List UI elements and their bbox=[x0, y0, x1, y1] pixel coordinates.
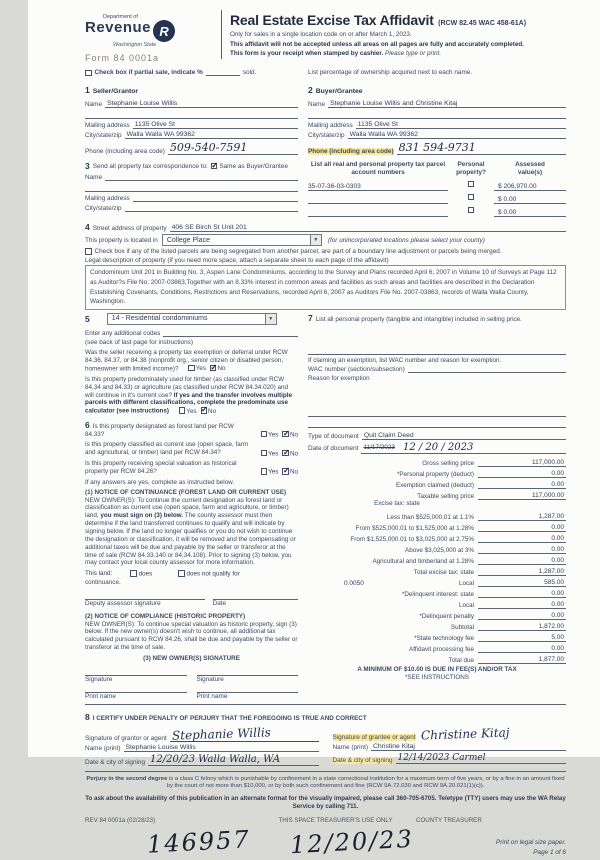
owner-print-name-label: Print name bbox=[85, 692, 116, 700]
notice-compliance-body: NEW OWNER(S): To continue special valuation as historic property, sign (3) below. If the new owner(s) doesn't wish to continue, all additional tax calculated pursuant to RCW 84.26, shall be due and payable by the seller or transferor at the time of sale. bbox=[85, 620, 298, 652]
see-instructions-note: *SEE INSTRUCTIONS bbox=[404, 674, 470, 682]
grantor-signature-block bbox=[85, 727, 319, 768]
print-note: Print on legal size paper. Page 1 of 6 bbox=[436, 828, 566, 857]
seller-phone-label: Phone (including area code) bbox=[85, 148, 165, 155]
parcel-value-field[interactable]: $ 0.00 bbox=[494, 209, 566, 217]
tax-row: Agricultural and timberland at 1.28% 0.00 bbox=[372, 557, 564, 566]
section-7-number: 7 bbox=[308, 312, 313, 323]
tax-row: From $525,000.01 to $1,525,000 at 1.28% 0.00 bbox=[355, 524, 564, 533]
located-note: (for unincorporated locations please select your county) bbox=[327, 236, 485, 244]
parcel-table bbox=[308, 161, 566, 217]
corr-name-label: Name bbox=[85, 174, 103, 181]
grantee-signature-field[interactable] bbox=[419, 727, 566, 741]
parcel-col3-header: Assessed value(s) bbox=[515, 161, 545, 176]
treasurer-stamp-number: 146957 bbox=[146, 825, 252, 859]
county-dropdown[interactable] bbox=[162, 234, 322, 246]
seller-name-field[interactable]: Stephanie Louise Willis bbox=[105, 100, 298, 108]
deputy-date-label: Date bbox=[212, 599, 227, 607]
q-yes-checkbox[interactable] bbox=[261, 431, 268, 438]
tax-value[interactable]: 0.00 bbox=[478, 481, 566, 489]
header-note-1: Only for sales in a single location code on or after March 1, 2023. bbox=[230, 31, 412, 38]
perjury-statement: Perjury in the second degree is a class C felony which is punishable by confinement in a state correctional institution for a maximum term of five years, or by a fine in an amount fixed by the court of not more than $10,000, or by both such confinement and fine (RCW 9A.72.030 and RCW 9A.20.021(1)(c)). bbox=[86, 775, 565, 790]
sold-label: sold. bbox=[242, 69, 257, 76]
q-no-checkbox[interactable] bbox=[210, 365, 217, 372]
tax-value[interactable]: 5.00 bbox=[478, 634, 566, 642]
same-as-buyer-label: Same as Buyer/Grantee bbox=[219, 162, 288, 170]
partial-sale-label: Check box if partial sale, indicate % bbox=[94, 69, 203, 76]
buyer-name-field[interactable]: Stephanie Louise Willis and Christine Kitaj bbox=[328, 100, 566, 108]
parcel-value-field[interactable]: $ 0.00 bbox=[494, 196, 566, 204]
section-1-seller bbox=[85, 80, 298, 157]
exemption-note: If claiming an exemption, list WAC number and reason for exemption. bbox=[308, 356, 502, 364]
grantor-sig-label: Signature of grantor or agent bbox=[85, 734, 167, 742]
grantee-print-label: Name (print) bbox=[332, 743, 369, 751]
parcel-col1-header: List all real and personal property tax parcel account numbers bbox=[310, 161, 446, 176]
local-tax-row bbox=[308, 576, 566, 587]
tax-row: Less than $525,000.01 at 1.1% 1,287.00 bbox=[386, 513, 564, 522]
owner-print-name-label: Print name bbox=[196, 692, 228, 700]
tax-value[interactable]: 117,000.00 bbox=[478, 459, 566, 467]
dor-logo bbox=[85, 10, 217, 63]
partial-sale-checkbox[interactable] bbox=[85, 70, 92, 77]
continuance-label: continuance. bbox=[85, 578, 121, 586]
tax-row: Affidavit processing fee 0.00 bbox=[409, 645, 564, 654]
wac-number-label: WAC number (section/subsection) bbox=[308, 365, 405, 373]
tax-row: *Delinquent interest: state 0.00 bbox=[401, 590, 564, 599]
q-yes-checkbox[interactable] bbox=[261, 468, 268, 475]
treasurer-stamp-date: 12/20/23 bbox=[289, 825, 415, 860]
tax-value[interactable]: 0.00 bbox=[478, 645, 566, 653]
parcel-personal-checkbox[interactable] bbox=[468, 181, 475, 188]
corr-mailing-field[interactable] bbox=[133, 194, 298, 202]
seller-heading: Seller/Grantor bbox=[92, 88, 139, 95]
tax-value[interactable]: 0.00 bbox=[478, 535, 566, 543]
located-in-label: This property is located in bbox=[85, 236, 158, 244]
handwritten-date: 12 / 20 / 2023 bbox=[402, 442, 474, 454]
grantor-signature-field[interactable] bbox=[170, 727, 319, 742]
grantee-print-field[interactable]: Christine Kitaj bbox=[371, 743, 566, 751]
legal-description-box[interactable]: Condominium Unit 201 in Building No. 3, Aspen Lane Condominiums, according to the Survey and Plans recorded April 6, 2007 in Volume 10 of Surveys at Page 112 as Auditor?s File No. 2007-03863,Together with an 8.33% interest in common areas and facilities as such areas and facilities are described in the Declaration Establishing Covenants, Conditions, Restrictions and Reservations, recorded April 6, 2007 as Auditors File No. 2007-03863, records of Walla Walla County, Washington. bbox=[85, 265, 566, 309]
tax-row: Taxable selling price 117,000.00 bbox=[417, 492, 564, 501]
page-title: Real Estate Excise Tax Affidavit bbox=[230, 12, 434, 28]
deputy-signature-field[interactable] bbox=[85, 592, 205, 600]
parcel-personal-checkbox[interactable] bbox=[468, 194, 475, 201]
section-8-certification bbox=[85, 704, 566, 768]
section-3-number: 3 bbox=[85, 161, 90, 171]
agency-state-label: Washington State bbox=[113, 42, 157, 48]
section-2-number: 2 bbox=[308, 85, 313, 95]
owner-signature-field[interactable] bbox=[197, 667, 299, 676]
parcel-number-field[interactable]: 35-07-36-03-0303 bbox=[308, 183, 448, 191]
reason-exemption-label: Reason for exemption bbox=[308, 374, 370, 382]
tax-value[interactable]: 1,872.00 bbox=[478, 623, 566, 631]
alternate-format-note: To ask about the availability of this publication in an alternate format for the visually impaired, please call 360-705-6705. Teletype (TTY) users may use the WA Relay Service by calling 711. bbox=[85, 795, 566, 811]
tax-row: Local 0.00 bbox=[458, 601, 564, 610]
notice-continuance-body: NEW OWNER(S): To continue the current designation as forest land or classification as current use (open space, farm and agriculture, or timber) land, you must sign on (3) below. The county assessor must then determine if the land transferred continues to qualify and will indicate by signing below. If the land no longer qualifies or you do not wish to continue the designation or classification, it will be removed and the compensating or additional taxes will be due and payable by the seller or transferor at the time of sale (RCW 84.33.140 or 84.34.108). Prior to signing (3) below, you may contact your local county assessor for more information. bbox=[85, 496, 296, 567]
parcel-personal-checkbox[interactable] bbox=[468, 207, 475, 214]
legal-description-label: Legal description of property (if you need more space, attach a separate sheet to each page of the affidavit) bbox=[85, 257, 389, 265]
seller-name-label: Name bbox=[85, 101, 103, 108]
title-rcw-ref: (RCW 82.45 WAC 458-61A) bbox=[438, 20, 527, 27]
tax-row: Total excise tax: state 1,287.00 bbox=[413, 568, 564, 577]
corr-mailing-label: Mailing address bbox=[85, 195, 130, 202]
form-number: Form 84 0001a bbox=[85, 53, 160, 63]
form-header bbox=[85, 10, 566, 63]
grantee-date-label: Date & city of signing bbox=[332, 756, 393, 764]
buyer-mailing-label: Mailing address bbox=[308, 122, 353, 129]
owner-signature-label: Signature bbox=[196, 675, 224, 683]
segregated-checkbox[interactable] bbox=[85, 248, 92, 255]
section-8-number: 8 bbox=[85, 711, 90, 722]
section-4-number: 4 bbox=[85, 222, 90, 233]
q-no-checkbox[interactable] bbox=[282, 431, 289, 438]
type-of-document-field[interactable]: Quit Claim Deed bbox=[362, 432, 566, 440]
date-of-document-field[interactable] bbox=[361, 442, 566, 454]
parcel-row bbox=[308, 178, 566, 191]
reason-exemption-field[interactable] bbox=[308, 408, 566, 417]
tax-row: Total due 1,877.00 bbox=[448, 656, 564, 665]
buyer-phone-field[interactable]: 831 594-9731 bbox=[397, 141, 566, 155]
parcel-row bbox=[308, 191, 566, 204]
does-checkbox[interactable] bbox=[130, 570, 137, 577]
new-owners-signature-title: (3) NEW OWNER(S) SIGNATURE bbox=[143, 654, 240, 662]
buyer-name-extra-line[interactable] bbox=[308, 110, 566, 119]
tax-row: From $1,525,000.01 to $3,025,000 at 2.75% 0.00 bbox=[350, 535, 564, 544]
wac-number-field[interactable] bbox=[408, 365, 566, 373]
forest-land-question: 6 Is this property designated as forest land per RCW 84.33? Yes ✓ No bbox=[85, 420, 298, 439]
correspondence-label: Send all property tax correspondence to: bbox=[92, 162, 208, 170]
section-6-number: 6 bbox=[85, 419, 90, 430]
same-as-buyer-checkbox[interactable] bbox=[211, 163, 218, 170]
local-rate: 0.0050 bbox=[344, 580, 364, 588]
q-no-checkbox[interactable] bbox=[282, 450, 289, 457]
parcel-number-field[interactable] bbox=[308, 216, 448, 217]
parcel-value-field[interactable]: $ 206,970.00 bbox=[494, 183, 566, 191]
agency-dept-label: Department of bbox=[103, 14, 138, 20]
q-no-checkbox[interactable] bbox=[201, 407, 208, 414]
notice-continuance-title: (1) NOTICE OF CONTINUANCE (FOREST LAND OR CURRENT USE) bbox=[85, 488, 287, 496]
treasurer-space-label: THIS SPACE TREASURER'S USE ONLY bbox=[278, 817, 393, 825]
tax-value[interactable]: 0.00 bbox=[478, 524, 566, 532]
tax-value[interactable]: 1,877.00 bbox=[478, 656, 566, 664]
see-back-note: (see back of last page for instructions) bbox=[85, 338, 193, 346]
county-treasurer-label: COUNTY TREASURER bbox=[416, 817, 482, 825]
owner-signature-field[interactable] bbox=[85, 667, 187, 676]
additional-codes-field[interactable] bbox=[163, 329, 298, 337]
tax-value[interactable]: 0.00 bbox=[478, 557, 566, 565]
segregated-label: Check box if any of the listed parcels are being segregated from another parcel, are part of a boundary line adjustment or parcels being merged. bbox=[94, 248, 502, 256]
q-no-checkbox[interactable] bbox=[282, 468, 289, 475]
corr-city-field[interactable] bbox=[125, 204, 298, 212]
header-note-3: This form is your receipt when stamped by cashier. Please type or print. bbox=[230, 50, 442, 57]
tax-row: *State technology fee 5.00 bbox=[414, 634, 564, 643]
parcel-col2-header: Personal property? bbox=[456, 161, 486, 176]
grantor-date-label: Date & city of signing bbox=[85, 758, 146, 766]
tax-value[interactable]: 0.00 bbox=[478, 546, 566, 554]
buyer-city-field[interactable]: Walla Walla WA 99362 bbox=[348, 131, 566, 139]
street-address-label: Street address of property bbox=[92, 225, 167, 233]
corr-extra-line[interactable] bbox=[85, 183, 298, 192]
footer-labels bbox=[85, 817, 566, 824]
rev-number: REV 84 0001a (02/28/23) bbox=[85, 817, 156, 825]
grantee-signature: Christine Kitaj bbox=[420, 725, 510, 743]
section-3-correspondence bbox=[85, 161, 298, 217]
seller-mailing-field[interactable]: 1135 Olive St bbox=[133, 121, 298, 129]
tax-value[interactable]: 0.00 bbox=[478, 612, 566, 620]
q-yes-checkbox[interactable] bbox=[188, 365, 195, 372]
timber-agriculture-question: Is this property predominately used for timber (as classified under RCW 84.34 and 84.33) or agriculture (as classified under RCW 84.34.020) and will continue in it's current use? If yes and the transfer involves multiple parcels with different classifications, complete the predominate use calculator (see instructions) Yes ✓ No bbox=[85, 376, 298, 416]
additional-codes-label: Enter any additional codes bbox=[85, 329, 161, 337]
tax-value[interactable]: 1,287.00 bbox=[478, 513, 566, 521]
seller-phone-field[interactable]: 509-540-7591 bbox=[168, 141, 298, 155]
tax-row: Above $3,025,000 at 3% 0.00 bbox=[405, 546, 564, 555]
reason-exemption-field[interactable] bbox=[308, 419, 566, 428]
buyer-name-label: Name bbox=[308, 101, 326, 108]
ownership-note: List percentage of ownership acquired next to each name. bbox=[308, 69, 473, 76]
notice-compliance-title: (2) NOTICE OF COMPLIANCE (HISTORIC PROPERTY) bbox=[85, 612, 246, 620]
q-yes-checkbox[interactable] bbox=[261, 450, 268, 457]
section-2-buyer bbox=[308, 80, 566, 157]
tax-value[interactable]: 585.00 bbox=[478, 579, 566, 587]
minimum-due-note: A MINIMUM OF $10.00 IS DUE IN FEE(S) AND/OR TAX bbox=[357, 666, 517, 674]
seller-city-field[interactable]: Walla Walla WA 99362 bbox=[125, 131, 298, 139]
land-use-dropdown[interactable] bbox=[107, 313, 277, 325]
deputy-date-field[interactable] bbox=[213, 592, 298, 600]
grantee-sig-label: Signature of grantee or agent bbox=[332, 733, 416, 741]
owner-print-name-field[interactable] bbox=[85, 685, 187, 693]
certify-statement: I CERTIFY UNDER PENALTY OF PERJURY THAT THE FOREGOING IS TRUE AND CORRECT bbox=[92, 714, 367, 722]
land-use-dropdown-value: 14 - Residential condominiums bbox=[111, 315, 208, 323]
parcel-row bbox=[308, 204, 566, 217]
local-label: Local bbox=[458, 580, 474, 588]
grantee-signature-block bbox=[333, 727, 567, 768]
corr-city-label: City/state/zip bbox=[85, 205, 122, 212]
type-of-document-label: Type of document bbox=[308, 433, 359, 441]
tax-value[interactable]: 0.00 bbox=[478, 590, 566, 598]
agency-name: Revenue bbox=[85, 19, 152, 36]
tax-value[interactable]: 117,000.00 bbox=[478, 492, 566, 500]
deputy-signature-label: Deputy assessor signature bbox=[85, 599, 161, 607]
header-note-2: This affidavit will not be accepted unless all areas on all pages are fully and accurately completed. bbox=[230, 40, 524, 48]
land-qualify-row: This land: does does not qualify for bbox=[85, 570, 240, 578]
exemption-deferral-question: Was the seller receiving a property tax exemption or deferral under RCW 84.36, 84.37, or 84.38 (nonprofit org., senior citizen or disabled person, homeowner with limited income)? Yes ✓ No bbox=[85, 349, 298, 373]
revenue-logo-icon: R bbox=[153, 20, 175, 42]
seller-city-label: City/state/zip bbox=[85, 132, 122, 139]
parcel-number-field[interactable] bbox=[308, 203, 448, 204]
grantor-print-field[interactable]: Stephanie Louise Willis bbox=[124, 744, 319, 752]
excise-tax-state-header: Excise tax: state bbox=[374, 500, 420, 508]
section-5-use-code bbox=[85, 313, 298, 325]
affidavit-form-page bbox=[28, 0, 600, 860]
historical-property-question: Is this property receiving special valuation as historical property per RCW 84.26? Yes ✓ No bbox=[85, 460, 298, 476]
tax-row: Gross selling price 117,000.00 bbox=[422, 459, 564, 468]
buyer-city-label: City/state/zip bbox=[308, 132, 345, 139]
partial-sale-percent-field[interactable] bbox=[206, 75, 240, 76]
chevron-down-icon[interactable]: ▼ bbox=[310, 235, 321, 245]
grantor-print-label: Name (print) bbox=[85, 744, 121, 752]
chevron-down-icon[interactable]: ▼ bbox=[265, 314, 276, 324]
tax-row: *Personal property (deduct) 0.00 bbox=[396, 470, 564, 479]
seller-mailing-label: Mailing address bbox=[85, 122, 130, 129]
buyer-phone-label: Phone (including area code) bbox=[308, 148, 394, 155]
grantor-signature: Stephanie Willis bbox=[171, 725, 271, 743]
street-address-field[interactable]: 406 SE Birch St Unit 201 bbox=[170, 224, 566, 232]
owner-signature-label: Signature bbox=[85, 675, 113, 683]
tax-row: Subtotal 1,872.00 bbox=[450, 623, 564, 632]
county-dropdown-value: College Place bbox=[166, 236, 211, 244]
current-use-question: Is this property classified as current use (open space, farm and agricultural, or timber) land per RCW 84.34? Yes ✓ No bbox=[85, 441, 298, 457]
section-1-number: 1 bbox=[85, 85, 90, 95]
struck-date: 11/17/2023 bbox=[363, 444, 395, 452]
page-number: Page 1 of 6 bbox=[533, 848, 566, 856]
owner-print-name-field[interactable] bbox=[197, 685, 299, 693]
personal-property-field[interactable] bbox=[308, 346, 566, 355]
buyer-heading: Buyer/Grantee bbox=[315, 88, 363, 95]
tax-row: *Delinquent penalty 0.00 bbox=[419, 612, 564, 621]
answers-instruction: If any answers are yes, complete as instructed below. bbox=[85, 478, 235, 486]
header-divider bbox=[221, 10, 222, 59]
corr-name-field[interactable] bbox=[105, 173, 298, 181]
this-land-label: This land: bbox=[85, 570, 113, 578]
tax-value[interactable]: 1,287.00 bbox=[478, 568, 566, 576]
grantor-date-field[interactable]: 12/20/23 Walla Walla, WA bbox=[148, 754, 318, 766]
section-4-property bbox=[85, 222, 566, 309]
section-7-personal-property: 7 List all personal property (tangible and intangible) included in selling price. bbox=[308, 312, 522, 323]
does-not-checkbox[interactable] bbox=[178, 570, 185, 577]
seller-name-extra-line[interactable] bbox=[85, 110, 298, 119]
q-yes-checkbox[interactable] bbox=[179, 407, 186, 414]
tax-value[interactable]: 0.00 bbox=[478, 601, 566, 609]
tax-value[interactable]: 0.00 bbox=[478, 470, 566, 478]
section-5-number: 5 bbox=[85, 313, 90, 324]
tax-row: Exemption claimed (deduct) 0.00 bbox=[395, 481, 564, 490]
buyer-mailing-field[interactable]: 1135 Olive St bbox=[356, 121, 566, 129]
grantee-date-field[interactable]: 12/14/2023 Carmel bbox=[396, 753, 566, 764]
date-of-document-label: Date of document bbox=[308, 444, 359, 452]
